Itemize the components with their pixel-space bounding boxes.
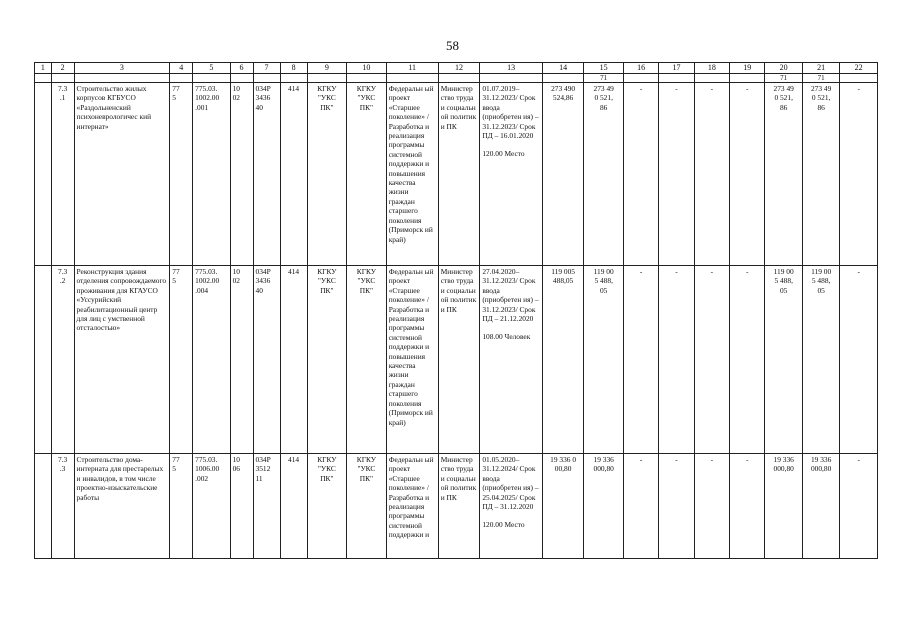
- cell-col-8: 414: [280, 266, 307, 454]
- cell-col-17: -: [659, 83, 694, 266]
- cell-col-22: -: [840, 83, 878, 266]
- header-cell-5: 5: [193, 63, 230, 74]
- header-cell-7: 7: [253, 63, 280, 74]
- amount-col-15: 119 00 5 488, 05: [584, 266, 624, 454]
- page-number: 58: [446, 38, 459, 53]
- cell-col-9: КГКУ "УКС ПК": [307, 266, 347, 454]
- table-row: [35, 83, 878, 266]
- header-cell-13: 13: [480, 63, 542, 74]
- object-name: Строительство жилых корпусов КГБУСО «Раздольненский психоневрологичес кий интернат»: [74, 83, 170, 266]
- ministry: Министер ство труда и социальн ой политик и ПК: [438, 454, 480, 559]
- cell-col-5: 775.03. 1002.00 .004: [193, 266, 230, 454]
- cell-col-4: 77 5: [170, 454, 193, 559]
- cell-col-18: -: [694, 266, 729, 454]
- ministry: Министер ство труда и социальн ой политик и ПК: [438, 83, 480, 266]
- subheader-cell-22: [840, 74, 878, 83]
- subheader-cell-9: [307, 74, 347, 83]
- cell-col-18: -: [694, 454, 729, 559]
- cell-col-6: 10 02: [230, 83, 253, 266]
- dates-text: 01.05.2020–31.12.2024/ Срок ввода (приобретен ия) – 25.04.2025/ Срок ПД – 31.12.2020: [482, 455, 539, 512]
- cell-col-6: 10 06: [230, 454, 253, 559]
- dates-and-capacity: [480, 454, 542, 559]
- header-cell-16: 16: [623, 63, 658, 74]
- header-cell-21: 21: [802, 63, 839, 74]
- amount-col-20: 19 336 000,80: [765, 454, 802, 559]
- total-amount: 273 490 524,86: [542, 83, 584, 266]
- cell-col-16: -: [623, 266, 658, 454]
- capacity-text: 108.00 Человек: [482, 332, 531, 342]
- header-cell-11: 11: [386, 63, 438, 74]
- subheader-cell-14: [542, 74, 584, 83]
- subheader-cell-11: [386, 74, 438, 83]
- cell-col-7: 034Р 3436 40: [253, 266, 280, 454]
- subheader-cell-16: [623, 74, 658, 83]
- subheader-cell-15: 71: [584, 74, 624, 83]
- header-cell-19: 19: [730, 63, 765, 74]
- subheader-cell-13: [480, 74, 542, 83]
- subheader-cell-4: [170, 74, 193, 83]
- cell-col-7: 034Р 3436 40: [253, 83, 280, 266]
- header-cell-4: 4: [170, 63, 193, 74]
- dates-and-capacity: [480, 83, 542, 266]
- cell-col-10: КГКУ "УКС ПК": [347, 454, 387, 559]
- data-table: [34, 62, 878, 559]
- cell-col-17: -: [659, 266, 694, 454]
- cell-col-10: КГКУ "УКС ПК": [347, 83, 387, 266]
- subheader-cell-10: [347, 74, 387, 83]
- header-row: [35, 63, 878, 74]
- total-amount: 119 005 488,05: [542, 266, 584, 454]
- cell-col-5: 775.03. 1002.00 .001: [193, 83, 230, 266]
- cell-col-19: -: [730, 83, 765, 266]
- dates-text: 01.07.2019–31.12.2023/ Срок ввода (приобретен ия) – 31.12.2023/ Срок ПД – 16.01.2020: [482, 84, 539, 141]
- amount-col-15: 273 49 0 521, 86: [584, 83, 624, 266]
- amount-col-20: 119 00 5 488, 05: [765, 266, 802, 454]
- cell-col-10: КГКУ "УКС ПК": [347, 266, 387, 454]
- row-number: 7.3 .2: [51, 266, 74, 454]
- subheader-row: [35, 74, 878, 83]
- object-name: Строительство дома-интерната для престарелых и инвалидов, в том числе проектно-изыскательские работы: [74, 454, 170, 559]
- cell-col-7: 034Р 3512 11: [253, 454, 280, 559]
- cell-col-19: -: [730, 454, 765, 559]
- cell-col-22: -: [840, 266, 878, 454]
- cell-col-16: -: [623, 454, 658, 559]
- row-number: 7.3 .1: [51, 83, 74, 266]
- amount-col-21: 119 00 5 488, 05: [802, 266, 839, 454]
- header-cell-15: 15: [584, 63, 624, 74]
- cell-col-9: КГКУ "УКС ПК": [307, 83, 347, 266]
- subheader-cell-6: [230, 74, 253, 83]
- cell-col-19: -: [730, 266, 765, 454]
- cell-col-5: 775.03. 1006.00 .002: [193, 454, 230, 559]
- subheader-cell-8: [280, 74, 307, 83]
- subheader-cell-17: [659, 74, 694, 83]
- project-description: Федеральн ый проект «Старшее поколение» /Разработка и реализация программы системной поддержки и повышения качества жизни граждан старшего поколения (Приморск ий край): [386, 266, 438, 454]
- cell-col-1: [35, 454, 52, 559]
- subheader-cell-3: [74, 74, 170, 83]
- cell-col-8: 414: [280, 454, 307, 559]
- subheader-cell-18: [694, 74, 729, 83]
- ministry: Министер ство труда и социальн ой политик и ПК: [438, 266, 480, 454]
- cell-col-8: 414: [280, 83, 307, 266]
- header-cell-12: 12: [438, 63, 480, 74]
- amount-col-20: 273 49 0 521, 86: [765, 83, 802, 266]
- cell-col-9: КГКУ "УКС ПК": [307, 454, 347, 559]
- amount-col-21: 273 49 0 521, 86: [802, 83, 839, 266]
- cell-col-1: [35, 83, 52, 266]
- cell-col-4: 77 5: [170, 83, 193, 266]
- cell-col-22: -: [840, 454, 878, 559]
- header-cell-18: 18: [694, 63, 729, 74]
- header-cell-3: 3: [74, 63, 170, 74]
- dates-and-capacity: [480, 266, 542, 454]
- project-description: Федеральн ый проект «Старшее поколение» /Разработка и реализация программы системной поддержки и: [386, 454, 438, 559]
- capacity-text: 120.00 Место: [482, 149, 525, 159]
- subheader-cell-19: [730, 74, 765, 83]
- cell-col-4: 77 5: [170, 266, 193, 454]
- header-cell-14: 14: [542, 63, 584, 74]
- header-cell-22: 22: [840, 63, 878, 74]
- header-cell-8: 8: [280, 63, 307, 74]
- table-row: [35, 454, 878, 559]
- project-description: Федеральн ый проект «Старшее поколение» /Разработка и реализация программы системной поддержки и повышения качества жизни граждан старшего поколения (Приморск ий край): [386, 83, 438, 266]
- subheader-cell-21: 71: [802, 74, 839, 83]
- header-cell-10: 10: [347, 63, 387, 74]
- header-cell-17: 17: [659, 63, 694, 74]
- subheader-cell-1: [35, 74, 52, 83]
- subheader-cell-5: [193, 74, 230, 83]
- capacity-text: 120.00 Место: [482, 520, 525, 530]
- header-cell-20: 20: [765, 63, 802, 74]
- cell-col-18: -: [694, 83, 729, 266]
- total-amount: 19 336 0 00,80: [542, 454, 584, 559]
- table-row: [35, 266, 878, 454]
- subheader-cell-7: [253, 74, 280, 83]
- amount-col-15: 19 336 000,80: [584, 454, 624, 559]
- cell-col-17: -: [659, 454, 694, 559]
- subheader-cell-2: [51, 74, 74, 83]
- row-number: 7.3 .3: [51, 454, 74, 559]
- header-cell-9: 9: [307, 63, 347, 74]
- dates-text: 27.04.2020–31.12.2023/ Срок ввода (приобретен ия) – 31.12.2023/ Срок ПД – 21.12.2020: [482, 267, 539, 324]
- subheader-cell-12: [438, 74, 480, 83]
- header-cell-1: 1: [35, 63, 52, 74]
- cell-col-1: [35, 266, 52, 454]
- amount-col-21: 19 336 000,80: [802, 454, 839, 559]
- object-name: Реконструкция здания отделения сопровождаемого проживания для КГАУСО «Уссурийский реабилитационный центр для лиц с умственной отсталостью»: [74, 266, 170, 454]
- cell-col-6: 10 02: [230, 266, 253, 454]
- cell-col-16: -: [623, 83, 658, 266]
- subheader-cell-20: 71: [765, 74, 802, 83]
- header-cell-2: 2: [51, 63, 74, 74]
- header-cell-6: 6: [230, 63, 253, 74]
